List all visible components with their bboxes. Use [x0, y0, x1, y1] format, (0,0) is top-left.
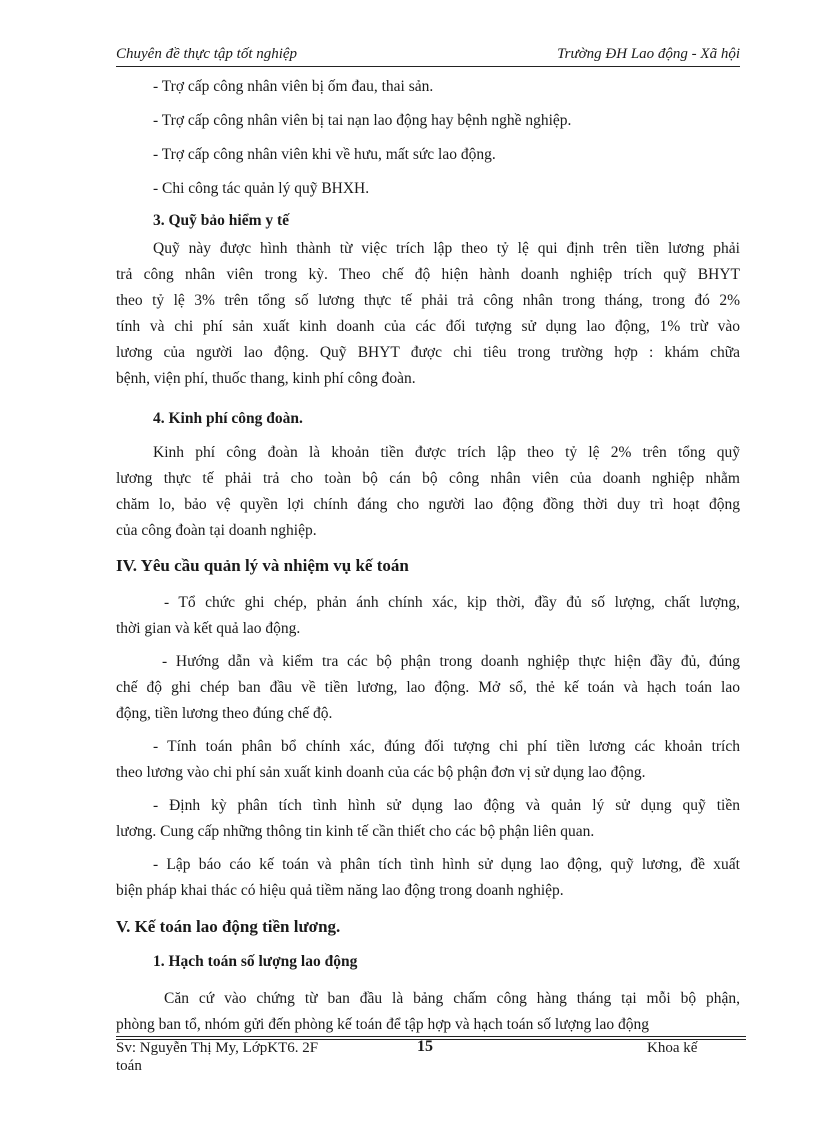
- paragraph-line: lương thực tế phải trả cho toàn bộ cán bộ công nhân viên của doanh nghiệp nhằm: [116, 470, 740, 487]
- paragraph-line: lương của người lao động. Quỹ BHYT được chi tiêu trong trường hợp : khám chữa: [116, 344, 740, 361]
- paragraph-line: bệnh, viện phí, thuốc thang, kinh phí công đoàn.: [116, 370, 416, 387]
- section-IV-p1: [116, 590, 740, 642]
- section-4-paragraph: [116, 440, 740, 544]
- section-IV-p4: [116, 793, 740, 845]
- paragraph-line: tính và chi phí sản xuất kinh doanh của các đối tượng sử dụng lao động, 1% trừ vào: [116, 318, 740, 335]
- section-IV-p5: [116, 852, 740, 904]
- header-rule: [116, 66, 740, 67]
- paragraph-line: Quỹ này được hình thành từ việc trích lập theo tỷ lệ qui định trên tiền lương phải: [153, 240, 740, 257]
- section-3-paragraph: [116, 236, 740, 392]
- section-IV-p2: [116, 649, 740, 727]
- paragraph-line: Kinh phí công đoàn là khoản tiền được trích lập theo tỷ lệ 2% trên tổng quỹ: [153, 444, 740, 461]
- paragraph-line: theo lương vào chi phí sản xuất kinh doanh của các bộ phận đơn vị sử dụng lao động.: [116, 764, 646, 781]
- paragraph-line: - Tổ chức ghi chép, phản ánh chính xác, kịp thời, đầy đủ số lượng, chất lượng,: [164, 594, 740, 611]
- section-4-heading: 4. Kinh phí công đoàn.: [153, 410, 303, 427]
- paragraph-line: - Định kỳ phân tích tình hình sử dụng lao động và quản lý sử dụng quỹ tiền: [153, 797, 740, 814]
- footer-student-cont: toán: [116, 1058, 142, 1074]
- paragraph-line: biện pháp khai thác có hiệu quả tiềm năng lao động trong doanh nghiệp.: [116, 882, 564, 899]
- paragraph-line: theo tỷ lệ 3% trên tổng số lương thực tế phải trả công nhân trong tháng, trong đó 2%: [116, 292, 740, 309]
- section-V-heading: V. Kế toán lao động tiền lương.: [116, 917, 341, 936]
- list-item: - Trợ cấp công nhân viên bị ốm đau, thai sản.: [153, 78, 434, 95]
- section-V-sub1-heading: 1. Hạch toán số lượng lao động: [153, 953, 358, 970]
- paragraph-line: - Tính toán phân bổ chính xác, đúng đối tượng chi phí tiền lương các khoản trích: [153, 738, 740, 755]
- paragraph-line: chế độ ghi chép ban đầu về tiền lương, lao động. Mở sổ, thẻ kế toán và hạch toán lao: [116, 679, 740, 696]
- list-item: - Chi công tác quản lý quỹ BHXH.: [153, 180, 370, 197]
- list-item: - Trợ cấp công nhân viên bị tai nạn lao động hay bệnh nghề nghiệp.: [153, 112, 572, 129]
- header-left: Chuyên đề thực tập tốt nghiệp: [116, 46, 298, 62]
- section-3-heading: 3. Quỹ bảo hiểm y tế: [153, 212, 290, 229]
- page-header: [116, 46, 740, 66]
- paragraph-line: - Lập báo cáo kế toán và phân tích tình hình sử dụng lao động, quỹ lương, đề xuất: [153, 856, 740, 873]
- paragraph-line: của công đoàn tại doanh nghiệp.: [116, 522, 317, 539]
- paragraph-line: - Hướng dẫn và kiểm tra các bộ phận trong doanh nghiệp thực hiện đầy đủ, đúng: [162, 653, 740, 670]
- footer-student: Sv: Nguyễn Thị My, LớpKT6. 2F: [116, 1040, 319, 1056]
- paragraph-line: trả công nhân viên trong kỳ. Theo chế độ hiện hành doanh nghiệp trích quỹ BHYT: [116, 266, 740, 283]
- footer-department: Khoa kế: [647, 1040, 698, 1056]
- list-item: - Trợ cấp công nhân viên khi về hưu, mất sức lao động.: [153, 146, 496, 163]
- paragraph-line: thời gian và kết quả lao động.: [116, 620, 301, 637]
- section-V-paragraph: [116, 986, 740, 1038]
- paragraph-line: chăm lo, bảo vệ quyền lợi chính đáng cho người lao động đồng thời duy trì hoạt động: [116, 496, 740, 513]
- paragraph-line: động, tiền lương theo đúng chế độ.: [116, 705, 333, 722]
- paragraph-line: Căn cứ vào chứng từ ban đầu là bảng chấm công hàng tháng tại mỗi bộ phận,: [164, 990, 740, 1007]
- header-right: Trường ĐH Lao động - Xã hội: [557, 46, 740, 62]
- footer-rule: [116, 1036, 746, 1037]
- paragraph-line: lương. Cung cấp những thông tin kinh tế cần thiết cho các bộ phận liên quan.: [116, 823, 595, 840]
- page-number: 15: [417, 1038, 433, 1055]
- section-IV-p3: [116, 734, 740, 786]
- section-IV-heading: IV. Yêu cầu quản lý và nhiệm vụ kế toán: [116, 556, 409, 575]
- paragraph-line: phòng ban tổ, nhóm gửi đến phòng kế toán để tập hợp và hạch toán số lượng lao động: [116, 1016, 649, 1033]
